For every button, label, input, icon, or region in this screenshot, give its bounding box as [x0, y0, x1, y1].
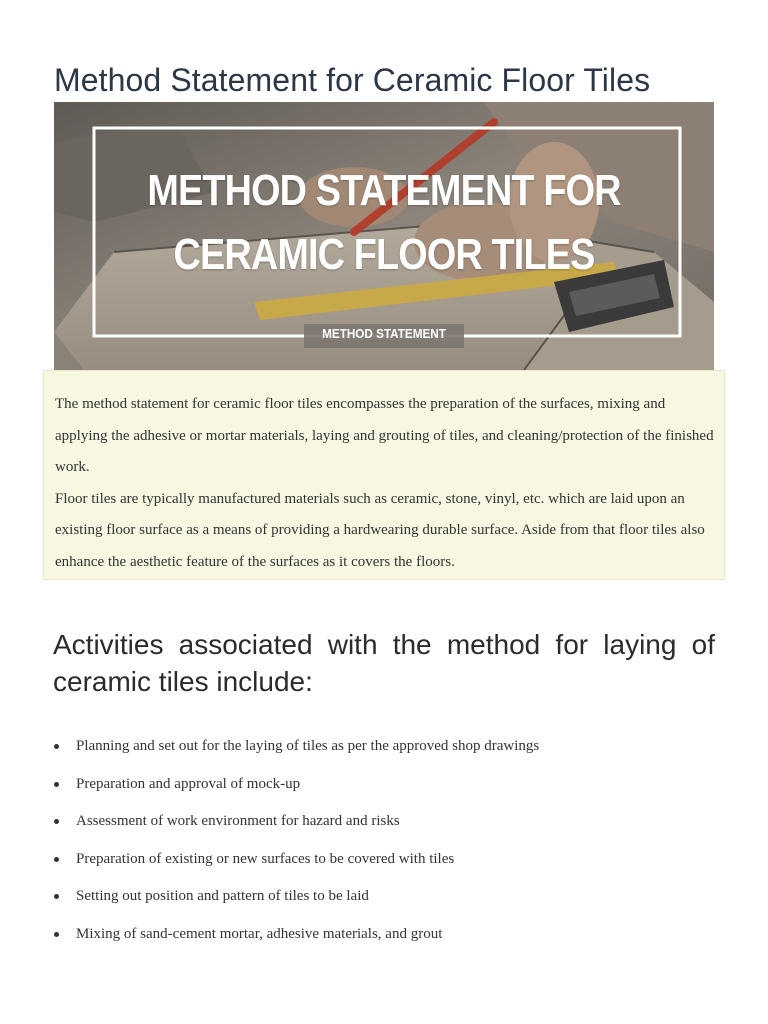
list-item-text: Preparation and approval of mock-up: [76, 775, 301, 792]
bullet-icon: [54, 932, 59, 937]
banner-headline-line-1: METHOD STATEMENT FOR: [147, 166, 621, 215]
banner-caption: METHOD STATEMENT: [322, 326, 446, 341]
intro-paragraph-2: Floor tiles are typically manufactured materials such as ceramic, stone, vinyl, etc. which are laid upon an existing floor surface as a means of providing a hardwearing durable surface. Aside from that floor tiles also enhance the aesthetic feature of the surfaces as it covers the floors.: [55, 490, 705, 570]
list-item: [54, 736, 539, 774]
list-item-text: Assessment of work environment for hazard and risks: [76, 813, 400, 829]
list-item-text: Setting out position and pattern of tiles to be laid: [76, 888, 369, 904]
banner-image: [54, 102, 714, 370]
list-item-text: Mixing of sand-cement mortar, adhesive materials, and grout: [76, 925, 443, 942]
activity-list: [54, 736, 539, 961]
intro-paragraph-1: The method statement for ceramic floor tiles encompasses the preparation of the surfaces, mixing and applying the adhesive or mortar materials, laying and grouting of tiles, and cleaning/protection of the finished work.: [55, 396, 714, 475]
list-item-text: Planning and set out for the laying of tiles as per the approved shop drawings: [76, 738, 540, 754]
list-item: [54, 774, 539, 812]
page-title: Method Statement for Ceramic Floor Tiles: [54, 62, 651, 98]
list-item: [54, 849, 539, 887]
list-item-text: Preparation of existing or new surfaces to be covered with tiles: [76, 850, 455, 867]
activities-heading: Activities associated with the method for laying of ceramic tiles include:: [53, 629, 715, 697]
bullet-icon: [54, 744, 59, 749]
list-item: [54, 886, 539, 924]
banner-headline-line-2: CERAMIC FLOOR TILES: [173, 230, 595, 279]
intro-box: [43, 370, 725, 580]
bullet-icon: [54, 857, 59, 862]
bullet-icon: [54, 819, 59, 824]
list-item: [54, 811, 539, 849]
list-item: [54, 924, 539, 962]
bullet-icon: [54, 782, 59, 787]
bullet-icon: [54, 894, 59, 899]
